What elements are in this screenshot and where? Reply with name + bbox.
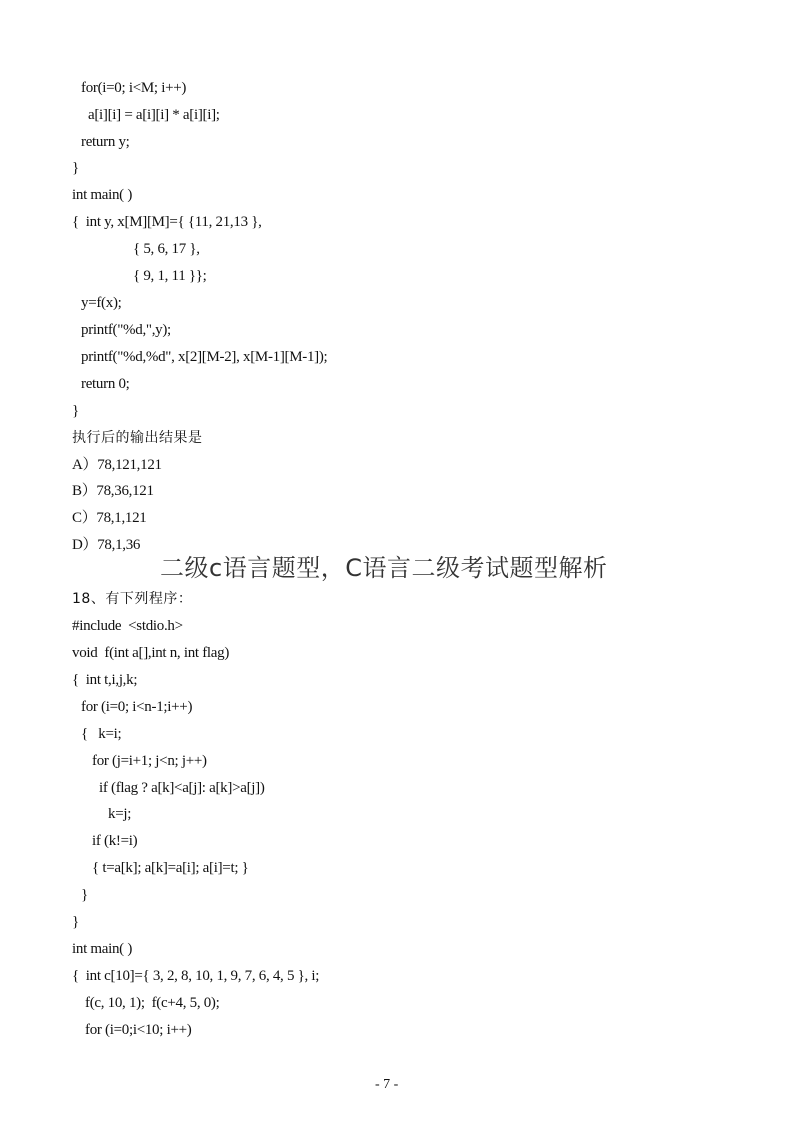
code-line: { 5, 6, 17 }, (133, 241, 200, 257)
code-line: { int t,i,j,k; (72, 672, 138, 688)
code-line: int main( ) (72, 941, 133, 957)
code-line: printf("%d,%d", x[2][M-2], x[M-1][M-1]); (81, 349, 328, 365)
code-line: { k=i; (81, 726, 122, 742)
code-line: int main( ) (72, 187, 133, 203)
overlay-title: 二级c语言题型，C语言二级考试题型解析 (160, 550, 630, 586)
code-line: printf("%d,",y); (81, 322, 171, 338)
code-line: a[i][i] = a[i][i] * a[i][i]; (88, 107, 220, 123)
code-line: { t=a[k]; a[k]=a[i]; a[i]=t; } (92, 860, 249, 876)
code-line: { 9, 1, 11 }}; (133, 268, 207, 284)
code-line: { int y, x[M][M]={ {11, 21,13 }, (72, 214, 262, 230)
code-line: k=j; (108, 806, 132, 822)
code-line: for (i=0; i<n-1;i++) (81, 699, 193, 715)
code-line: } (72, 914, 79, 930)
answer-option-b: B）78,36,121 (72, 483, 154, 499)
code-line: } (81, 887, 88, 903)
page-number: - 7 - (375, 1077, 399, 1092)
code-line: } (72, 403, 79, 419)
code-line: f(c, 10, 1); f(c+4, 5, 0); (85, 995, 220, 1011)
code-line: { int c[10]={ 3, 2, 8, 10, 1, 9, 7, 6, 4, 5 }, i; (72, 968, 320, 984)
code-line: } (72, 160, 79, 176)
question-heading: 18、有下列程序： (72, 591, 193, 607)
code-line: return 0; (81, 376, 130, 392)
question-prompt: 执行后的输出结果是 (72, 430, 203, 446)
code-line: #include <stdio.h> (72, 618, 183, 634)
code-line: return y; (81, 134, 130, 150)
code-line: if (flag ? a[k]<a[j]: a[k]>a[j]) (99, 780, 265, 796)
code-line: if (k!=i) (92, 833, 138, 849)
code-line: for (j=i+1; j<n; j++) (92, 753, 207, 769)
answer-option-c: C）78,1,121 (72, 510, 147, 526)
code-line: for (i=0;i<10; i++) (85, 1022, 192, 1038)
code-line: for(i=0; i<M; i++) (81, 80, 187, 96)
code-line: y=f(x); (81, 295, 122, 311)
answer-option-d: D）78,1,36 (72, 537, 141, 553)
answer-option-a: A）78,121,121 (72, 457, 162, 473)
code-line: void f(int a[],int n, int flag) (72, 645, 230, 661)
